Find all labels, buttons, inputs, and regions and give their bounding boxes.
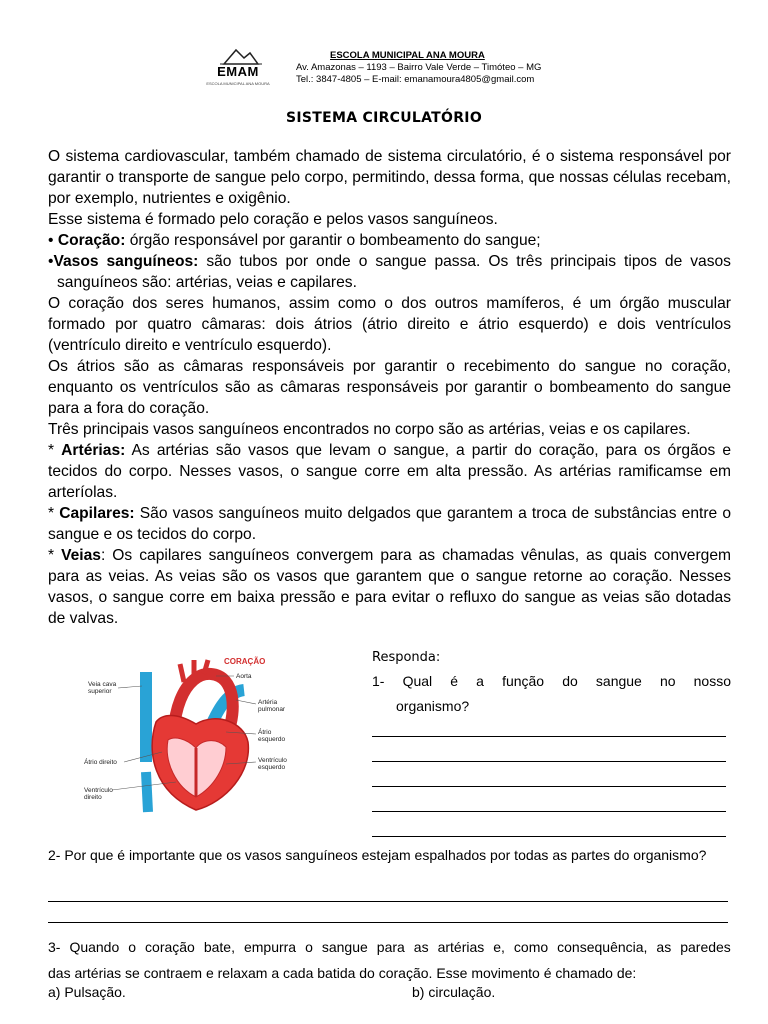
school-header	[200, 42, 576, 94]
question-3-word: o	[128, 939, 137, 955]
paragraph-1: O sistema cardiovascular, também chamado de sistema circulatório, é o sistema responsável por garantir o transporte de sangue pelo corpo, permitindo, dessa forma, que nossas células recebam, por exemplo, nutrientes e oxigênio.	[48, 148, 731, 207]
section-term: Veias	[61, 547, 101, 564]
section-arterias	[48, 440, 731, 503]
school-logo	[206, 44, 270, 92]
question-3-word: sangue	[321, 939, 368, 955]
label-arteria: Artéria	[258, 699, 278, 706]
question-1-word: função	[502, 673, 545, 689]
responda-label: Responda:	[372, 650, 441, 665]
section-text: As artérias são vasos que levam o sangue, a partir do coração, para os órgãos e tecidos do corpo. Nesses vasos, o sangue corre em alta pressão. As artérias ramificamse em arteríolas.	[48, 442, 731, 501]
section-marker: *	[48, 442, 55, 459]
label-atrio-esq-2: esquerdo	[258, 736, 286, 743]
section-marker: *	[48, 505, 55, 522]
bullet-marker: •	[48, 232, 54, 249]
question-3-word: empurra	[243, 939, 297, 955]
question-3	[48, 934, 731, 986]
bullet-text: órgão responsável por garantir o bombeamento do sangue;	[125, 232, 541, 249]
section-capilares	[48, 503, 731, 545]
school-info	[296, 50, 541, 86]
section-term: Artérias:	[61, 442, 126, 459]
label-veia-cava: Veia cava	[88, 681, 117, 688]
question-3-word: 3-	[48, 939, 61, 955]
question-1-word: Qual	[402, 673, 433, 689]
section-text: : Os capilares sanguíneos convergem para as chamadas vênulas, as quais convergem para as veias. As veias são os vasos que garantem que o sangue retorne ao coração. Nesses vasos, o sangue corre em baixa pressão e para evitar o refluxo do sangue as veias são dotadas de valvas.	[48, 547, 731, 627]
bullet-term: Vasos sanguíneos:	[53, 253, 199, 270]
paragraph-5: Três principais vasos sanguíneos encontrados no corpo são as artérias, veias e os capilares.	[48, 421, 691, 438]
question-1	[372, 669, 731, 719]
question-1-line-1	[372, 669, 731, 694]
school-address: Av. Amazonas – 1193 – Bairro Vale Verde – Timóteo – MG	[296, 62, 542, 73]
question-3-line-2: das artérias se contraem e relaxam a cada batida do coração. Esse movimento é chamado de:	[48, 965, 637, 981]
bullet-marker: •	[48, 253, 54, 270]
answer-line[interactable]	[372, 786, 726, 787]
question-3-word: como	[513, 939, 549, 955]
paragraph-3: O coração dos seres humanos, assim como o dos outros mamíferos, é um órgão muscular formado por quatro câmaras: dois átrios (átrio direito e átrio esquerdo) e dois ventrículos (ventrículo direito e ventrículo esquerdo).	[48, 295, 731, 354]
bullet-coracao	[48, 230, 731, 251]
school-contact: Tel.: 3847-4805 – E-mail: emanamoura4805@gmail.com	[296, 74, 535, 85]
question-3-word: as	[413, 939, 429, 955]
option-b[interactable]: b) circulação.	[412, 984, 496, 1000]
question-1-line-2: organismo?	[396, 698, 470, 714]
question-3-word: Quando	[69, 939, 120, 955]
option-a[interactable]: a) Pulsação.	[48, 984, 126, 1000]
answer-line[interactable]	[372, 836, 726, 837]
question-1-word: sangue	[595, 673, 642, 689]
bullet-vasos	[48, 251, 731, 293]
question-3-word: coração	[145, 939, 195, 955]
school-name: ESCOLA MUNICIPAL ANA MOURA	[330, 50, 485, 61]
label-aorta: Aorta	[236, 673, 252, 680]
mountain-icon	[206, 44, 270, 66]
answer-line[interactable]	[48, 922, 728, 923]
question-3-line-1	[48, 934, 731, 960]
question-3-word: o	[305, 939, 313, 955]
section-marker: *	[48, 547, 55, 564]
answer-line[interactable]	[372, 761, 726, 762]
question-2: 2- Por que é importante que os vasos sanguíneos estejam espalhados por todas as partes do organismo?	[48, 847, 707, 863]
question-3-word: as	[656, 939, 672, 955]
question-1-word: a	[476, 673, 484, 689]
paragraph-4: Os átrios são as câmaras responsáveis por garantir o recebimento do sangue no coração, enquanto os ventrículos são as câmaras responsáveis por garantir o bombeamento do sangue para a fora do coração.	[48, 358, 731, 417]
question-1-word: no	[659, 673, 676, 689]
question-3-word: artérias	[437, 939, 485, 955]
answer-line[interactable]	[372, 811, 726, 812]
paragraph-2: Esse sistema é formado pelo coração e pelos vasos sanguíneos.	[48, 211, 498, 228]
question-3-word: paredes	[680, 939, 731, 955]
answer-line[interactable]	[372, 736, 726, 737]
question-3-word: consequência,	[557, 939, 648, 955]
answer-line[interactable]	[48, 901, 728, 902]
diagram-title: CORAÇÃO	[224, 657, 266, 666]
section-text: São vasos sanguíneos muito delgados que garantem a troca de substâncias entre o sangue e os tecidos do corpo.	[48, 505, 731, 543]
page-title: SISTEMA CIRCULATÓRIO	[285, 110, 483, 126]
label-ventriculo-esq-2: esquerdo	[258, 764, 286, 771]
question-1-word: do	[562, 673, 578, 689]
logo-subtext: ESCOLA MUNICIPAL ANA MOURA	[206, 81, 270, 86]
question-1-word: nosso	[693, 673, 731, 689]
question-1-word: é	[450, 673, 459, 689]
label-ventriculo-dir-2: direito	[84, 794, 102, 801]
question-3-word: para	[376, 939, 405, 955]
label-atrio-esq: Átrio	[258, 729, 272, 736]
section-term: Capilares:	[59, 505, 135, 522]
heart-diagram	[76, 652, 332, 822]
intro-text	[48, 146, 731, 629]
bullet-text: são tubos por onde o sangue passa. Os três principais tipos de vasos sanguíneos são: artérias, veias e capilares.	[57, 253, 731, 291]
label-atrio-direito: Átrio direito	[84, 759, 117, 766]
bullet-term: Coração:	[57, 232, 126, 249]
logo-text: EMAM	[217, 64, 259, 79]
question-3-word: e,	[493, 939, 505, 955]
label-ventriculo-esq: Ventrículo	[258, 757, 287, 764]
label-veia-cava-2: superior	[88, 688, 112, 695]
label-ventriculo-dir: Ventrículo	[84, 787, 113, 794]
label-pulmonar: pulmonar	[258, 706, 286, 713]
question-3-word: bate,	[203, 939, 235, 955]
section-veias	[48, 545, 731, 629]
question-1-word: 1-	[372, 673, 385, 689]
